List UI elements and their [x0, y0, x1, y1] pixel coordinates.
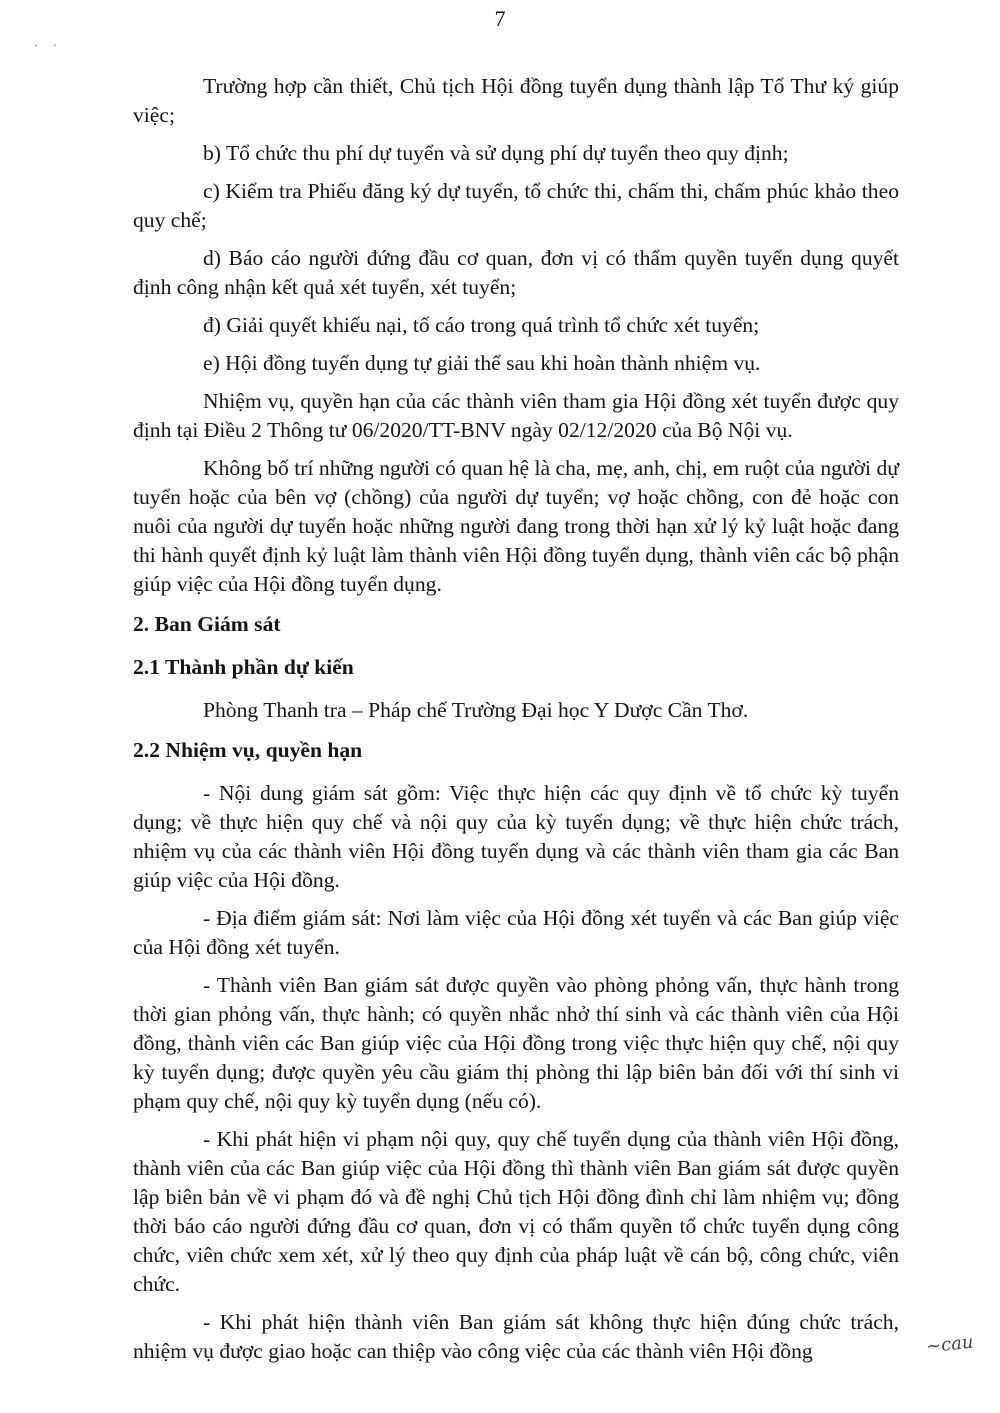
- paragraph-item-dd: đ) Giải quyết khiếu nại, tố cáo trong quá trình tổ chức xét tuyển;: [203, 313, 760, 337]
- handwritten-initials: ~cau: [925, 1331, 975, 1358]
- scan-specks: · ·: [34, 38, 63, 52]
- paragraph-composition: Phòng Thanh tra – Pháp chế Trường Đại học Y Dược Cần Thơ.: [203, 698, 749, 722]
- page-number: 7: [494, 6, 506, 31]
- paragraph-supervision-location: - Địa điểm giám sát: Nơi làm việc của Hội đồng xét tuyển và các Ban giúp việc của Hội đồng xét tuyển.: [133, 906, 899, 959]
- subsection-heading-composition: 2.1 Thành phần dự kiến: [133, 655, 354, 679]
- paragraph-secretary-team: Trường hợp cần thiết, Chủ tịch Hội đồng tuyển dụng thành lập Tổ Thư ký giúp việc;: [133, 74, 899, 127]
- paragraph-item-e: e) Hội đồng tuyển dụng tự giải thể sau khi hoàn thành nhiệm vụ.: [203, 351, 761, 375]
- paragraph-item-c: c) Kiểm tra Phiếu đăng ký dự tuyển, tổ chức thi, chấm thi, chấm phúc khảo theo quy chế;: [133, 179, 899, 232]
- paragraph-violation-handling: - Khi phát hiện vi phạm nội quy, quy chế tuyển dụng của thành viên Hội đồng, thành viên của các Ban giúp việc của Hội đồng thì thành viên Ban giám sát được quyền lập biên bản về vi phạm đó và đề nghị Chủ tịch Hội đồng đình chỉ làm nhiệm vụ; đồng thời báo cáo người đứng đầu cơ quan, đơn vị có thẩm quyền tổ chức tuyển dụng công chức, viên chức xem xét, xử lý theo quy định của pháp luật về cán bộ, công chức, viên chức.: [133, 1127, 899, 1296]
- paragraph-restrictions: Không bố trí những người có quan hệ là cha, mẹ, anh, chị, em ruột của người dự tuyển hoặc của bên vợ (chồng) của người dự tuyển; vợ hoặc chồng, con đẻ hoặc con nuôi của người dự tuyển hoặc những người đang trong thời hạn xử lý kỷ luật hoặc đang thi hành quyết định kỷ luật làm thành viên Hội đồng tuyển dụng, thành viên các bộ phận giúp việc của Hội đồng tuyển dụng.: [133, 456, 899, 596]
- paragraph-supervision-content: - Nội dung giám sát gồm: Việc thực hiện các quy định về tổ chức kỳ tuyển dụng; về thực hiện quy chế và nội quy của kỳ tuyển dụng; về thực hiện chức trách, nhiệm vụ của các thành viên Hội đồng tuyển dụng và các thành viên tham gia các Ban giúp việc của Hội đồng.: [133, 781, 899, 892]
- paragraph-supervisor-misconduct: - Khi phát hiện thành viên Ban giám sát không thực hiện đúng chức trách, nhiệm vụ được giao hoặc can thiệp vào công việc của các thành viên Hội đồng: [133, 1310, 899, 1363]
- section-heading-supervision-board: 2. Ban Giám sát: [133, 612, 281, 636]
- document-body: [133, 72, 899, 1375]
- paragraph-item-d: d) Báo cáo người đứng đầu cơ quan, đơn vị có thẩm quyền tuyển dụng quyết định công nhận kết quả xét tuyển, xét tuyển;: [133, 246, 899, 299]
- paragraph-item-b: b) Tổ chức thu phí dự tuyển và sử dụng phí dự tuyển theo quy định;: [203, 141, 789, 165]
- paragraph-member-duties: Nhiệm vụ, quyền hạn của các thành viên tham gia Hội đồng xét tuyển được quy định tại Điều 2 Thông tư 06/2020/TT-BNV ngày 02/12/2020 của Bộ Nội vụ.: [133, 389, 899, 442]
- subsection-heading-duties: 2.2 Nhiệm vụ, quyền hạn: [133, 738, 363, 762]
- paragraph-supervisor-rights: - Thành viên Ban giám sát được quyền vào phòng phỏng vấn, thực hành trong thời gian phỏng vấn, thực hành; có quyền nhắc nhở thí sinh và các thành viên của Hội đồng, thành viên các Ban giúp việc của Hội đồng trong việc thực hiện quy chế, nội quy kỳ tuyển dụng; được quyền yêu cầu giám thị phòng thi lập biên bản đối với thí sinh vi phạm quy chế, nội quy kỳ tuyển dụng (nếu có).: [133, 973, 899, 1113]
